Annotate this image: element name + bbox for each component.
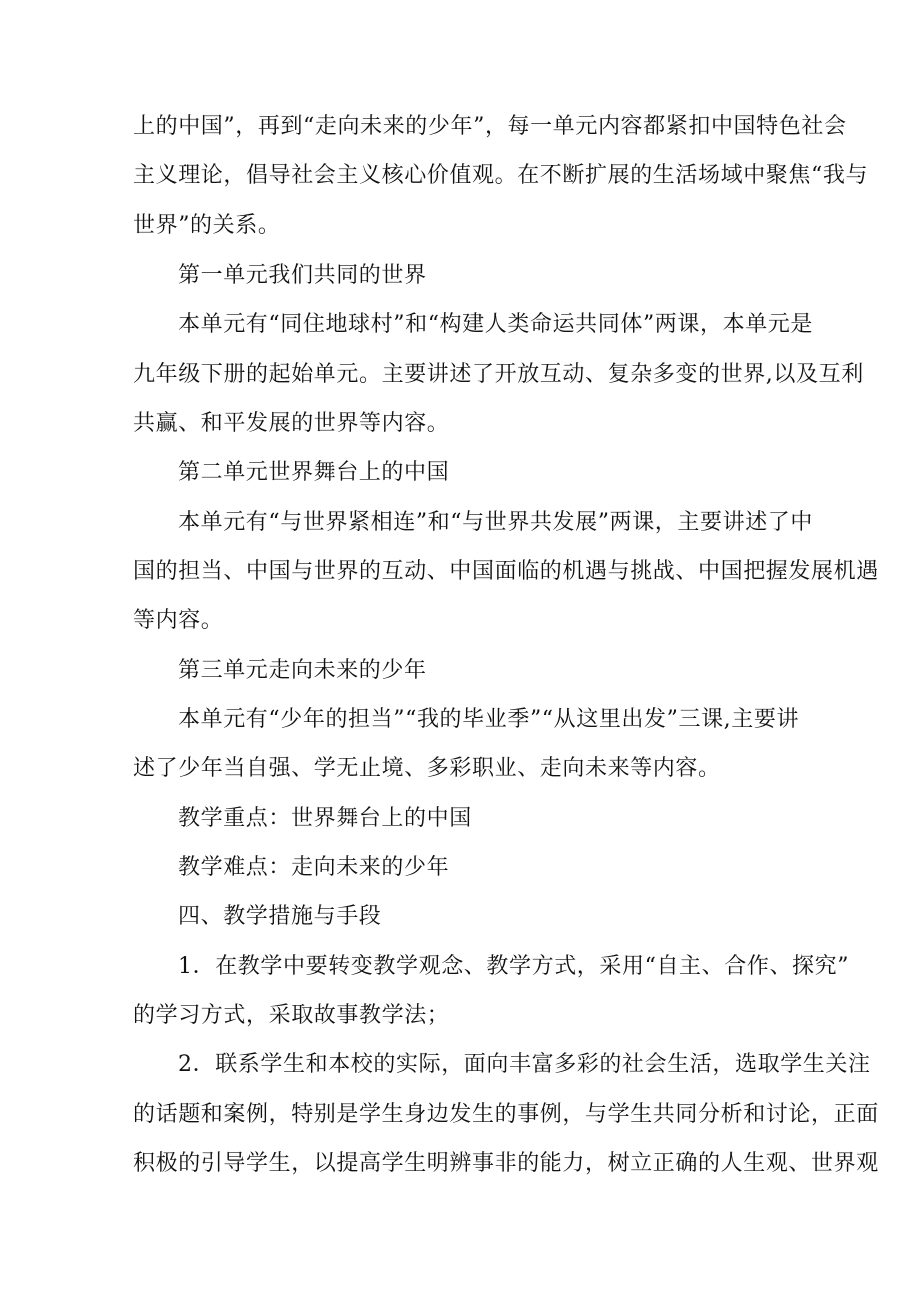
paragraph-line: 主义理论，倡导社会主义核心价值观。在不断扩展的生活场域中聚焦“我与 xyxy=(133,163,869,188)
paragraph-line: 本单元有“少年的担当”“我的毕业季”“从这里出发”三课,主要讲 xyxy=(178,707,800,732)
paragraph-line: 等内容。 xyxy=(133,608,224,633)
list-item-line: 2．联系学生和本校的实际，面向丰富多彩的社会生活，选取学生关注 xyxy=(178,1052,871,1077)
teaching-key-point: 教学重点：世界舞台上的中国 xyxy=(178,806,472,831)
section-heading-unit-1: 第一单元我们共同的世界 xyxy=(178,263,427,288)
list-item-line: 的学习方式，采取故事教学法； xyxy=(133,1003,450,1028)
paragraph-line: 国的担当、中国与世界的互动、中国面临的机遇与挑战、中国把握发展机遇 xyxy=(133,559,879,584)
section-heading-unit-2: 第二单元世界舞台上的中国 xyxy=(178,460,450,485)
list-item-line: 的话题和案例，特别是学生身边发生的事例，与学生共同分析和讨论，正面 xyxy=(133,1102,879,1127)
list-item-line: 积极的引导学生，以提高学生明辨事非的能力，树立正确的人生观、世界观 xyxy=(133,1151,879,1176)
paragraph-line: 述了少年当自强、学无止境、多彩职业、走向未来等内容。 xyxy=(133,756,721,781)
paragraph-line: 世界”的关系。 xyxy=(133,213,281,238)
paragraph-line: 本单元有“同住地球村”和“构建人类命运共同体”两课，本单元是 xyxy=(178,312,813,337)
paragraph-line: 九年级下册的起始单元。主要讲述了开放互动、复杂多变的世界,以及互利 xyxy=(133,362,864,387)
paragraph-line: 上的中国”，再到“走向未来的少年”，每一单元内容都紧扣中国特色社会 xyxy=(133,114,847,139)
teaching-difficulty: 教学难点：走向未来的少年 xyxy=(178,855,450,880)
section-heading-unit-3: 第三单元走向未来的少年 xyxy=(178,658,427,683)
list-item-line: 1．在教学中要转变教学观念、教学方式，采用“自主、合作、探究” xyxy=(178,954,850,979)
section-heading-measures: 四、教学措施与手段 xyxy=(178,904,382,929)
paragraph-line: 共赢、和平发展的世界等内容。 xyxy=(133,411,450,436)
paragraph-line: 本单元有“与世界紧相连”和“与世界共发展”两课，主要讲述了中 xyxy=(178,510,813,535)
